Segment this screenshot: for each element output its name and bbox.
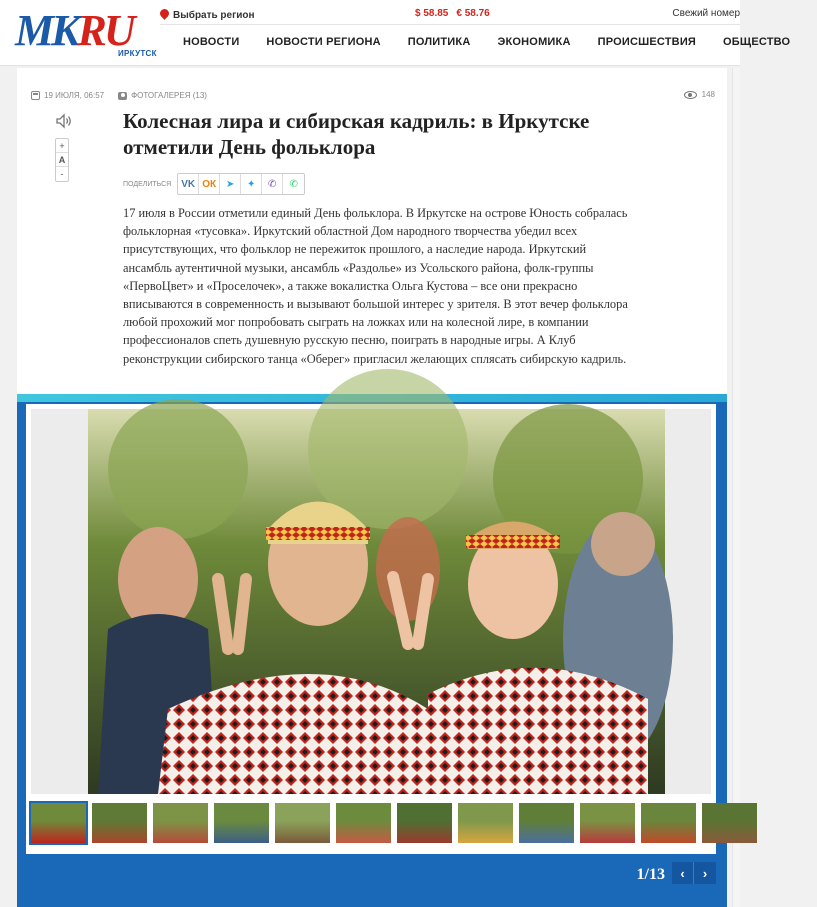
gallery-thumbnail[interactable] (580, 803, 635, 843)
view-count: 148 (701, 90, 715, 99)
telegram-icon[interactable]: ➤ (220, 174, 241, 194)
site-header (0, 0, 791, 66)
article-category[interactable]: ФОТОГАЛЕРЕЯ (13) (131, 91, 207, 100)
eye-icon (684, 91, 697, 99)
location-pin-icon (160, 9, 169, 21)
eur-rate: € 58.76 (456, 8, 490, 19)
header-divider (160, 24, 740, 25)
gallery-thumbnail[interactable] (519, 803, 574, 843)
article-meta (31, 91, 207, 100)
photo-gallery (17, 394, 727, 907)
font-decrease-button[interactable]: - (60, 169, 64, 179)
share-buttons (177, 173, 305, 195)
gallery-stage (26, 404, 716, 854)
gallery-thumbnail[interactable] (397, 803, 452, 843)
whatsapp-icon[interactable]: ✆ (289, 178, 298, 190)
nav-item-politics[interactable]: ПОЛИТИКА (407, 36, 471, 48)
region-label: Выбрать регион (173, 9, 255, 21)
thumbnail-strip (29, 798, 715, 848)
article-title: Колесная лира и сибирская кадриль: в Иркутске отметили День фольклора (123, 109, 590, 159)
logo-city: ИРКУТСК (118, 49, 157, 58)
currency-rates (415, 8, 490, 19)
article-body: 17 июля в России отметили единый День фольклора. В Иркутске на острове Юность собралась фольклорная «тусовка». Иркутский областной Дом народного творчества убедил всех присутствующих, что фольклор не пережиток прошлого, а наследие народа. Иркутский ансамбль аутентичной музыки, ансамбль «Раздолье» из Усольского района, фолк-группы «ПервоЦвет» и «Проселочек», а также вокалистка Ольга Кустова – все они прекрасно вписываются в современность и вызывают большой интерес у зрителя. В этот вечер фольклора любой прохожий мог попробовать сыграть на ложках или на колесной лире, в компании профессионалов спеть душевную русскую песню, поиграть в народные игры. А Клуб реконструкции сибирского танца «Оберег» пригласил желающих сплясать сибирскую кадриль. (123, 206, 628, 366)
font-increase-button[interactable]: + (56, 139, 68, 153)
vk-icon[interactable]: VK (178, 174, 199, 194)
usd-rate: $ 58.85 (415, 8, 449, 19)
page-scroll-edge (732, 68, 740, 907)
gallery-thumbnail[interactable] (92, 803, 147, 843)
nav-item-region-news[interactable]: НОВОСТИ РЕГИОНА (266, 36, 381, 48)
next-arrow-button[interactable]: › (694, 862, 716, 884)
nav-item-economy[interactable]: ЭКОНОМИКА (497, 36, 571, 48)
nav-item-news[interactable]: НОВОСТИ (183, 36, 240, 48)
article-card (17, 68, 727, 398)
gallery-thumbnail[interactable] (153, 803, 208, 843)
logo-mk: MK (15, 6, 78, 55)
font-size-control (55, 138, 69, 182)
share-bar (123, 173, 305, 195)
gallery-thumbnail[interactable] (458, 803, 513, 843)
share-label: ПОДЕЛИТЬСЯ (123, 180, 172, 188)
gallery-thumbnail[interactable] (275, 803, 330, 843)
calendar-icon (31, 91, 40, 100)
camera-icon (118, 92, 127, 100)
region-selector[interactable] (160, 8, 255, 22)
odnoklassniki-icon[interactable]: ОК (199, 174, 220, 194)
gallery-thumbnail[interactable] (214, 803, 269, 843)
gallery-thumbnail[interactable] (702, 803, 757, 843)
speaker-icon[interactable] (55, 112, 73, 130)
nav-item-incidents[interactable]: ПРОИСШЕСТВИЯ (597, 36, 697, 48)
gallery-thumbnail[interactable] (641, 803, 696, 843)
gallery-thumbnail[interactable] (336, 803, 391, 843)
main-nav (183, 36, 817, 48)
viber-icon[interactable]: ✆ (262, 174, 283, 194)
twitter-icon[interactable]: ✦ (241, 174, 262, 194)
site-logo[interactable] (15, 8, 155, 58)
fresh-issue-link[interactable]: Свежий номер (672, 8, 740, 19)
main-photo[interactable] (88, 409, 665, 794)
gallery-counter: 1/13 (636, 866, 665, 883)
view-counter (684, 90, 715, 99)
gallery-thumbnail[interactable] (31, 803, 86, 843)
reading-tools (55, 112, 73, 182)
prev-arrow-button[interactable]: ‹ (672, 862, 694, 884)
gallery-arrows (672, 862, 716, 884)
logo-ru: RU (77, 6, 133, 55)
font-reset-button[interactable]: A (56, 153, 68, 167)
nav-item-society[interactable]: ОБЩЕСТВО (723, 36, 791, 48)
article-date: 19 ИЮЛЯ, 06:57 (44, 91, 105, 100)
